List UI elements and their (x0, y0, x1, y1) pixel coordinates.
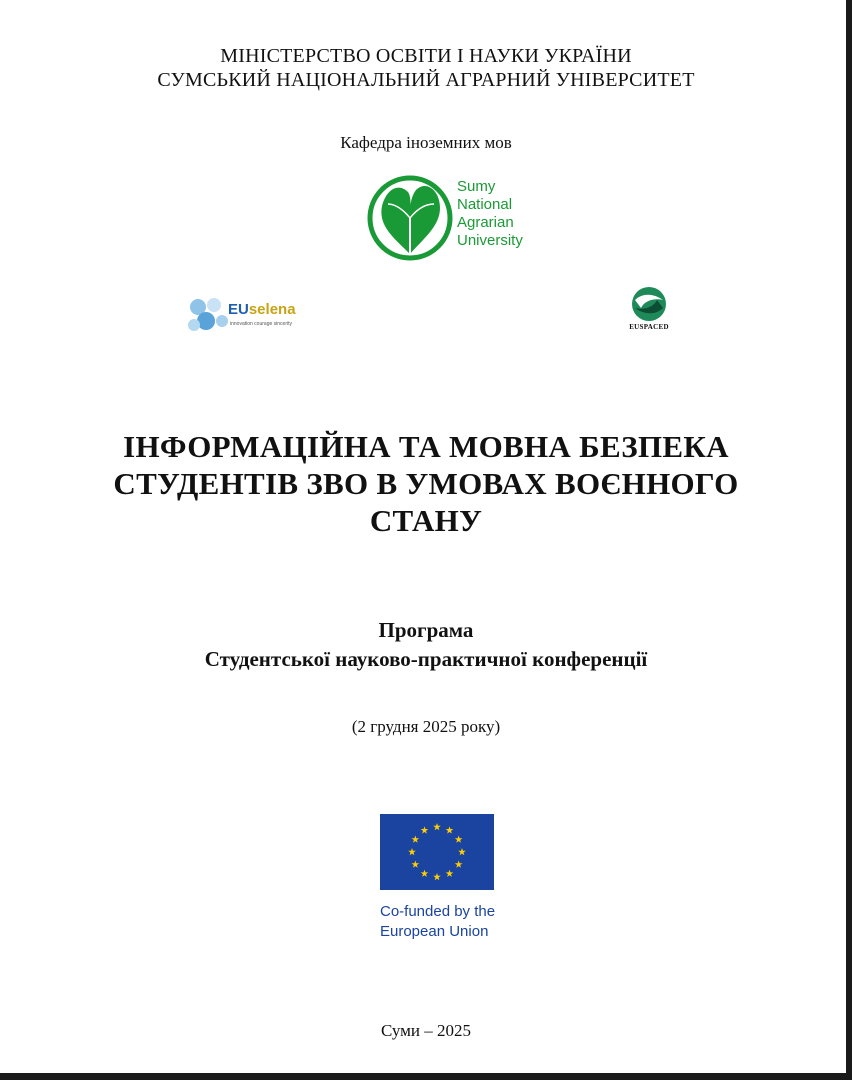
sumy-logo-text: Sumy National Agrarian University (457, 178, 523, 249)
cofunded-line-1: Co-funded by the (380, 903, 496, 920)
eu-star-icon (433, 823, 441, 830)
program-subtitle: Студентської науково-практичної конференції (204, 647, 648, 671)
title-line-3: СТАНУ (369, 503, 483, 538)
page-border-bottom (0, 1073, 852, 1080)
euselena-logo (180, 275, 320, 370)
cofunded-line-2: European Union (380, 923, 489, 940)
eu-star-icon (455, 861, 463, 868)
eu-star-icon (455, 836, 463, 843)
euspaced-logo (585, 278, 713, 350)
ginkgo-leaf-icon (364, 168, 456, 268)
eu-star-icon (421, 870, 429, 877)
euselena-name: EUselena (228, 301, 296, 318)
ministry-name: МІНІСТЕРСТВО ОСВІТИ І НАУКИ УКРАЇНИ (220, 45, 632, 67)
eu-star-icon (446, 870, 454, 877)
euselena-molecule-icon (184, 295, 232, 339)
eu-star-icon (412, 861, 420, 868)
eu-star-icon (446, 826, 454, 833)
header-block (0, 44, 852, 92)
program-heading: Програма (378, 618, 474, 642)
title-line-1: ІНФОРМАЦІЙНА ТА МОВНА БЕЗПЕКА (123, 429, 729, 464)
department-name: Кафедра іноземних мов (340, 133, 512, 152)
eu-star-icon (433, 873, 441, 880)
eu-star-icon (412, 836, 420, 843)
cofunded-label (380, 902, 495, 942)
program-block (0, 616, 852, 674)
euselena-tagline: innovation courage sincerity (230, 321, 292, 327)
university-name: СУМСЬКИЙ НАЦІОНАЛЬНИЙ АГРАРНИЙ УНІВЕРСИТЕТ (157, 69, 695, 91)
sumy-university-logo (364, 168, 534, 268)
eu-star-icon (421, 826, 429, 833)
eu-flag (380, 814, 494, 890)
city-year: Суми – 2025 (380, 1021, 472, 1040)
eu-stars-icon (380, 814, 494, 890)
eu-star-icon (458, 848, 466, 855)
conference-date: (2 грудня 2025 року) (351, 717, 501, 736)
euspaced-name: EUSPACED (629, 323, 669, 331)
eu-star-icon (408, 848, 416, 855)
page-border-right (846, 0, 852, 1080)
title-line-2: СТУДЕНТІВ ЗВО В УМОВАХ ВОЄННОГО (113, 466, 739, 501)
euspaced-swirl-icon (631, 286, 667, 322)
conference-title (0, 428, 852, 539)
